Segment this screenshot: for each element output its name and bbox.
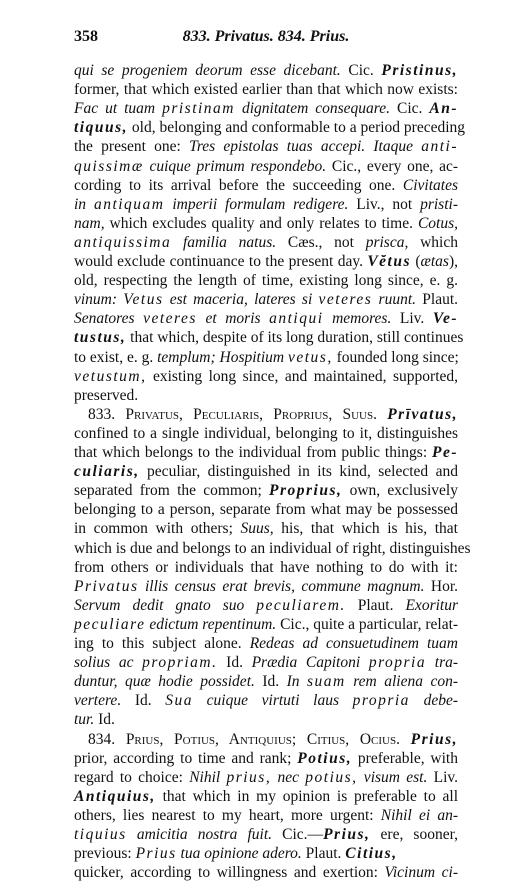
text-run: pristinam: [162, 100, 236, 118]
text-run: Liv.: [427, 768, 459, 786]
text-run: suam: [307, 673, 346, 691]
text-run: [377, 406, 387, 423]
text-run: which: [408, 233, 458, 251]
text-run: cording to its arrival before the succeeding one.: [74, 176, 403, 194]
text-run: Plaut.: [345, 596, 406, 614]
text-line: [74, 252, 458, 271]
text-run: ætas: [420, 253, 449, 270]
text-run: propriam.: [142, 654, 218, 672]
text-run: nec: [271, 768, 306, 786]
text-run: Hor.: [424, 577, 458, 595]
text-line: [74, 691, 458, 710]
text-run: prisca,: [365, 233, 409, 251]
text-run: In: [286, 673, 308, 691]
text-run: potius,: [305, 768, 358, 786]
text-line: [74, 615, 458, 634]
text-run: Cic.: [340, 62, 382, 79]
text-run: confined to a single individual, belonging to it, distinguishes: [74, 424, 458, 442]
text-run: cuique virtuti laus: [193, 692, 353, 710]
text-line: [74, 653, 458, 672]
text-run: former, that which existed earlier than that which now exists:: [74, 81, 458, 99]
text-run: nam,: [74, 214, 105, 232]
text-run: Tres epistolas tuas accepi. Itaque: [189, 138, 422, 156]
text-line: [74, 309, 458, 328]
text-run: Ve-: [432, 310, 458, 328]
text-line: [74, 271, 458, 290]
text-run: Prius: [135, 845, 177, 863]
text-run: veteres: [318, 291, 373, 309]
text-run: quissimæ: [74, 157, 144, 175]
text-line: [74, 233, 458, 252]
text-run: Pe-: [431, 444, 458, 461]
text-run: Id.: [121, 692, 166, 710]
text-run: others, lies nearest to my heart, more urgent:: [74, 806, 381, 824]
text-line: [74, 118, 466, 137]
text-line: [74, 80, 458, 99]
text-run: Proprius,: [269, 482, 343, 500]
text-run: Cic., every one, ac-: [326, 157, 459, 175]
text-line: [74, 386, 458, 405]
text-run: Potius,: [297, 749, 353, 767]
text-run: Senatores: [74, 310, 144, 328]
text-line: [74, 61, 458, 80]
text-run: Sua: [165, 692, 194, 710]
text-run: prior, according to time and rank;: [74, 749, 298, 767]
text-line: [74, 405, 458, 424]
text-run: tiquus,: [74, 119, 129, 137]
text-line: [74, 730, 458, 749]
text-run: antiqui: [269, 310, 324, 328]
text-run: templum; Hospitium: [157, 348, 288, 366]
text-run: Antiquius,: [74, 787, 156, 805]
text-run: ruunt.: [372, 291, 417, 309]
text-line: [74, 577, 458, 596]
text-run: preserved.: [74, 386, 139, 404]
text-run: Civitates: [402, 176, 458, 194]
text-run: that which belongs to the individual from public things:: [74, 444, 432, 461]
text-run: 834.: [88, 730, 126, 748]
text-run: tiquius: [74, 826, 127, 843]
text-run: visum est.: [357, 768, 428, 786]
text-run: peculiar, distinguished in its kind, selected and: [139, 463, 458, 481]
text-run: Liv.: [391, 310, 433, 328]
text-run: anti-: [421, 138, 458, 156]
text-run: cuique primum respondebo.: [143, 157, 327, 175]
text-line: [74, 348, 458, 367]
text-line: [74, 443, 458, 462]
text-line: [74, 176, 458, 195]
text-run: Liv., not: [348, 195, 421, 213]
text-line: [74, 806, 458, 825]
text-run: Cotus,: [417, 214, 458, 232]
text-line: [74, 519, 458, 538]
text-run: veteres: [143, 310, 197, 328]
text-run: rem aliena con-: [345, 673, 458, 691]
text-line: [74, 825, 458, 844]
text-run: ing to this subject alone.: [74, 635, 250, 652]
text-line: [74, 462, 458, 481]
text-line: [74, 710, 458, 729]
text-run: (: [411, 253, 421, 270]
text-line: [74, 481, 458, 500]
text-line: [74, 558, 458, 577]
text-run: quicker, according to willingness and exertion:: [74, 864, 385, 882]
text-run: peculiare: [74, 615, 146, 633]
text-run: separated from the common;: [74, 482, 270, 500]
text-run: vetus,: [287, 348, 333, 366]
page-header: [74, 28, 458, 48]
text-run: vetustum,: [74, 367, 147, 385]
text-run: illis census erat brevis, commune magnum.: [138, 577, 425, 595]
text-run: Vetus: [123, 291, 164, 309]
text-run: Plaut.: [416, 291, 458, 309]
text-run: propria: [352, 692, 410, 710]
text-run: prius,: [226, 768, 272, 786]
text-run: tra-: [426, 654, 459, 672]
text-line: [74, 672, 458, 691]
text-line: [74, 863, 458, 882]
text-run: familia natus.: [171, 233, 277, 251]
text-run: peculiarem.: [256, 596, 346, 614]
text-run: Vĕtus: [367, 253, 411, 270]
text-run: Cic.: [390, 100, 430, 118]
text-run: solius ac: [74, 654, 143, 672]
text-run: old, respecting the length of time, existing long since, e. g.: [74, 272, 458, 290]
text-run: edictum repentinum.: [145, 615, 277, 633]
text-run: An-: [429, 100, 458, 118]
text-line: [74, 157, 458, 176]
text-run: existing long since, and maintained, supported,: [146, 367, 458, 385]
text-run: ),: [448, 253, 458, 270]
text-run: Id.: [254, 673, 287, 691]
text-run: Cæs., not: [276, 233, 366, 251]
text-run: Servum dedit gnato suo: [74, 596, 257, 614]
text-line: [74, 787, 458, 806]
text-run: tua opinione adero.: [176, 845, 302, 863]
text-run: 833.: [88, 405, 126, 423]
text-run: antiquam: [93, 195, 165, 213]
text-run: in common with others;: [74, 520, 241, 538]
text-run: to exist, e. g.: [74, 348, 158, 366]
text-run: Prius,: [410, 730, 459, 748]
text-run: his, that which is his, that: [273, 520, 458, 538]
text-run: Plaut.: [301, 845, 346, 863]
text-run: belonging to a person, separate from what may be possessed: [74, 501, 458, 519]
text-run: Prædia Capitoni: [251, 654, 369, 672]
text-run: duntur, quæ hodie possidet.: [74, 673, 255, 691]
text-run: the present one:: [74, 138, 190, 156]
text-run: vertere.: [74, 692, 122, 710]
text-line: [74, 137, 458, 156]
text-run: Cic.—: [272, 826, 324, 843]
text-run: regard to choice:: [74, 768, 190, 786]
text-run: Nihil ei an-: [380, 806, 458, 824]
text-run: from others or individuals that have nothing to do with it:: [74, 558, 458, 576]
text-run: propria: [368, 654, 427, 672]
text-run: preferable, with: [352, 749, 458, 767]
text-run: would exclude continuance to the present day.: [74, 253, 368, 270]
text-line: [74, 328, 464, 347]
text-run: imperii formulam redigere.: [164, 195, 349, 213]
text-run: Suus,: [240, 520, 274, 538]
text-run: Exoritur: [405, 596, 458, 614]
text-run: [400, 731, 411, 748]
text-line: [74, 367, 458, 386]
text-run: Vicinum ci-: [384, 864, 458, 882]
text-run: which is due and belongs to an individual of right, distinguishes: [74, 539, 471, 557]
text-line: [74, 214, 458, 233]
text-run: debe-: [409, 692, 458, 710]
text-run: est maceria, lateres si: [163, 291, 319, 309]
text-line: [74, 844, 458, 863]
text-run: memores.: [323, 310, 392, 328]
text-run: Prius, Potius, Antiquius; Citius, Ocius.: [125, 730, 400, 748]
page-number: 358: [74, 28, 98, 45]
text-run: own, exclusively: [342, 482, 458, 500]
text-run: Prīvatus,: [387, 405, 458, 423]
text-run: pristi-: [420, 195, 458, 213]
text-run: ere, sooner,: [370, 826, 459, 843]
text-run: culiaris,: [74, 463, 140, 481]
text-run: Nihil: [189, 768, 227, 786]
text-run: previous:: [74, 845, 136, 863]
text-run: Id.: [94, 711, 115, 729]
text-run: old, belonging and conformable to a period preceding: [128, 119, 466, 137]
text-run: tustus,: [74, 329, 127, 347]
text-run: vinum:: [74, 291, 124, 309]
text-run: Citius,: [345, 845, 398, 863]
text-run: Pristinus,: [381, 62, 458, 79]
text-line: [74, 99, 458, 118]
text-run: that which in my opinion is preferable to all: [155, 787, 458, 805]
text-run: which excludes quality and only relates to time.: [104, 214, 418, 232]
text-line: [74, 539, 471, 558]
text-run: Id.: [217, 654, 252, 672]
text-run: founded long since;: [332, 348, 459, 366]
text-line: [74, 500, 458, 519]
text-run: that which, despite of its long duration, still continues: [126, 329, 464, 347]
text-run: Privatus: [74, 577, 139, 595]
text-line: [74, 424, 458, 443]
text-line: [74, 749, 458, 768]
text-line: [74, 195, 458, 214]
text-run: in: [74, 195, 94, 213]
text-run: amicitia nostra fuit.: [126, 826, 273, 843]
text-run: Fac ut tuam: [74, 100, 163, 118]
text-run: et moris: [196, 310, 270, 328]
text-run: Redeas ad consuetudinem tuam: [249, 635, 458, 652]
text-run: antiquissima: [74, 233, 172, 251]
text-line: [74, 634, 458, 653]
text-run: qui se progeniem deorum esse dicebant.: [74, 62, 341, 79]
text-run: Privatus, Peculiaris, Proprius, Suus.: [125, 405, 377, 423]
text-line: [74, 290, 458, 309]
text-run: tur.: [74, 711, 95, 729]
text-line: [74, 596, 458, 615]
text-run: Cic., quite a particular, relat-: [276, 615, 459, 633]
text-run: Prius,: [323, 826, 371, 843]
running-head: 833. Privatus. 834. Prius.: [182, 28, 350, 45]
text-line: [74, 768, 458, 787]
text-run: dignitatem consequare.: [235, 100, 391, 118]
